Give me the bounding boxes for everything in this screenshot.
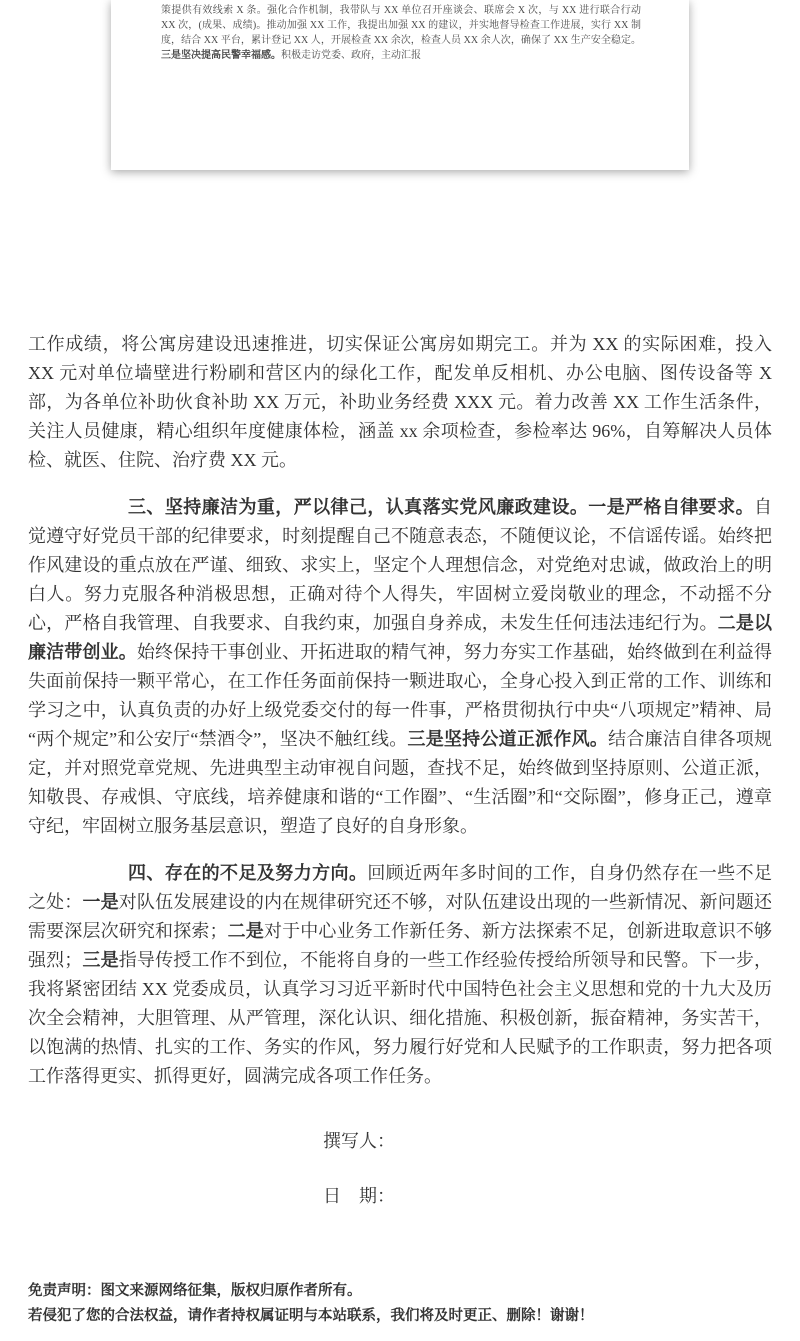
paragraph-continuation: 工作成绩，将公寓房建设迅速推进，切实保证公寓房如期完工。并为 XX 的实际困难，投入 XX 元对单位墙壁进行粉刷和营区内的绿化工作，配发单反相机、办公电脑、图传设备等 X 部，为各单位补助伙食补助 XX 万元，补助业务经费 XXX 元。着力改善 XX 工作生活条件，关注人员健康，精心组织年度健康体检，涵盖 xx 余项检查，参检率达 96%，自筹解决人员体检、就医、住院、治疗费 XX 元。: [28, 334, 772, 470]
signature-date-label: 日 期：: [323, 1186, 395, 1206]
paragraph-section-four: 四、存在的不足及努力方向。回顾近两年多时间的工作，自身仍然存在一些不足之处：一是对队伍发展建设的内在规律研究还不够，对队伍建设出现的一些新情况、新问题还需要深层次研究和探索；二是对于中心业务工作新任务、新方法探索不足，创新进取意识不够强烈；三是指导传授工作不到位，不能将自身的一些工作经验传授给所领导和民警。下一步，我将紧密团结 XX 党委成员，认真学习习近平新时代中国特色社会主义思想和党的十九大及历次全会精神，大胆管理、从严管理，深化认识、细化措施、积极创新，振奋精神，务实苦干，以饱满的热情、扎实的工作、务实的作风，努力履行好党和人民赋予的工作职责，努力把各项工作落得更实、抓得更好，圆满完成各项工作任务。: [28, 863, 773, 1086]
disclaimer-line-2: 若侵犯了您的合法权益，请作者持权属证明与本站联系，我们将及时更正、删除！谢谢！: [28, 1308, 594, 1324]
disclaimer-line-1: 免责声明：图文来源网络征集，版权归原作者所有。: [28, 1283, 362, 1299]
document-preview-page: [111, 0, 689, 170]
paragraph-section-three: 三、坚持廉洁为重，严以律己，认真落实党风廉政建设。一是严格自律要求。自觉遵守好党员干部的纪律要求，时刻提醒自己不随意表态，不随便议论，不信谣传谣。始终把作风建设的重点放在严谨、细致、求实上，坚定个人理想信念，对党绝对忠诚，做政治上的明白人。努力克服各种消极思想，正确对待个人得失，牢固树立爱岗敬业的理念，不动摇不分心，严格自我管理、自我要求、自我约束，加强自身养成，未发生任何违法违纪行为。二是以廉洁带创业。始终保持干事创业、开拓进取的精气神，努力夯实工作基础，始终做到在利益得失面前保持一颗平常心，在工作任务面前保持一颗进取心，全身心投入到正常的工作、训练和学习之中，认真负责的办好上级党委交付的每一件事，严格贯彻执行中央“八项规定”精神、局“两个规定”和公安厅“禁酒令”，坚决不触红线。三是坚持公道正派作风。结合廉洁自律各项规定，并对照党章党规、先进典型主动审视自问题，查找不足，始终做到坚持原则、公道正派，知敬畏、存戒惧、守底线，培养健康和谐的“工作圈”、“生活圈”和“交际圈”，修身正己，遵章守纪，牢固树立服务基层意识，塑造了良好的自身形象。: [28, 497, 773, 836]
preview-page-text: 策提供有效线索 X 条。强化合作机制，我带队与 XX 单位召开座谈会、联席会 X 次，与 XX 进行联合行动 XX 次，(成果、成绩)。推动加强 XX 工作，我提出加强 XX 的建议，并实地督导检查工作进展，实行 XX 制度，结合 XX 平台，累计登记 XX 人，开展检查 XX 余次，检查人员 XX 余人次，确保了 XX 生产安全稳定。三是坚决提高民警幸福感。积极走访党委、政府，主动汇报: [161, 5, 641, 61]
disclaimer: [28, 1279, 772, 1329]
document-body: [0, 330, 800, 1329]
signature-author-label: 撰写人：: [323, 1131, 395, 1151]
